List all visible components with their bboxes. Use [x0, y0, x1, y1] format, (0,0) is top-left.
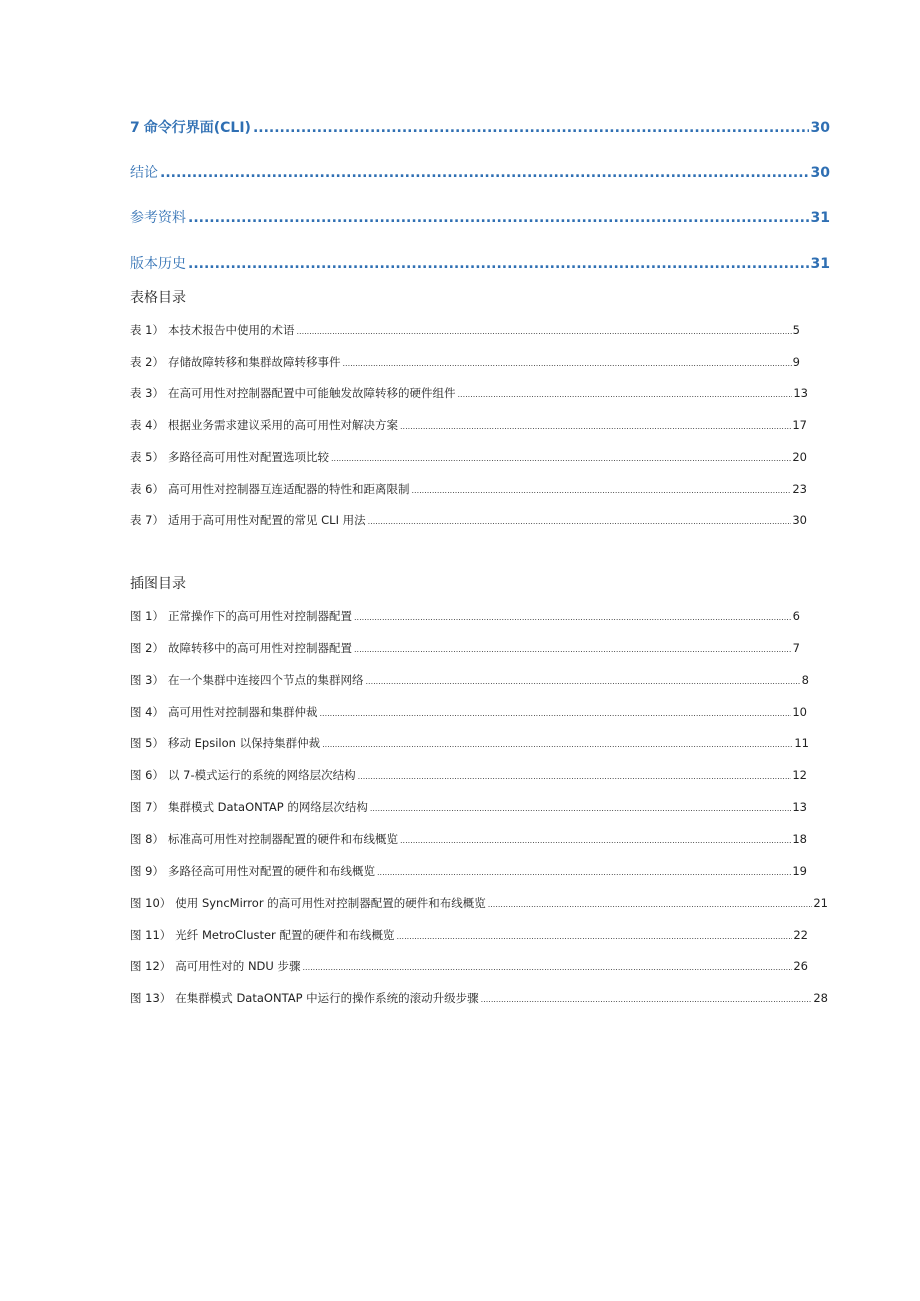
table-entry-page: 20 — [792, 450, 807, 464]
figure-entry-title: 在一个集群中连接四个节点的集群网络 — [167, 673, 364, 687]
figure-entry-label: 图 3） — [130, 673, 164, 687]
toc-entry-references[interactable] — [130, 207, 830, 227]
figure-entry-page: 28 — [813, 991, 828, 1005]
table-entry-title: 多路径高可用性对配置选项比较 — [167, 450, 329, 464]
dot-leader — [160, 165, 809, 181]
figure-entry-page: 11 — [794, 736, 809, 750]
figure-entry-title: 在集群模式 DataONTAP 中运行的操作系统的滚动升级步骤 — [175, 991, 479, 1005]
figure-entry-page: 7 — [792, 641, 800, 655]
figure-entry-page: 6 — [792, 609, 800, 623]
dot-leader — [188, 256, 809, 272]
figure-entry-label: 图 7） — [130, 800, 164, 814]
figure-entry[interactable] — [130, 990, 828, 1006]
figure-entry[interactable] — [130, 799, 807, 815]
table-entry[interactable] — [130, 385, 808, 401]
dot-leader — [358, 772, 792, 781]
table-entry-page: 30 — [792, 513, 807, 527]
figure-entry-page: 10 — [792, 705, 807, 719]
figure-entry-label: 图 6） — [130, 768, 164, 782]
toc-entry-title: 参考资料 — [130, 210, 186, 226]
dot-leader — [354, 645, 792, 654]
dot-leader — [396, 932, 792, 941]
dot-leader — [377, 868, 791, 877]
toc-entry-title: 结论 — [130, 165, 158, 181]
toc-entry-conclusion[interactable] — [130, 162, 830, 182]
toc-entry-version-history[interactable] — [130, 253, 830, 273]
toc-entry-number: 7 — [130, 120, 140, 136]
dot-leader — [411, 486, 791, 495]
table-entry-page: 9 — [792, 355, 800, 369]
figure-entry-title: 光纤 MetroCluster 配置的硬件和布线概览 — [175, 928, 395, 942]
figure-entry-label: 图 10） — [130, 896, 172, 910]
dot-leader — [400, 836, 791, 845]
figure-entry-page: 13 — [792, 800, 807, 814]
dot-leader — [253, 120, 809, 136]
figure-entry-page: 21 — [813, 896, 828, 910]
table-entry[interactable] — [130, 449, 807, 465]
table-entry-title: 在高可用性对控制器配置中可能触发故障转移的硬件组件 — [167, 386, 456, 400]
figure-entry-label: 图 9） — [130, 864, 164, 878]
figure-entry[interactable] — [130, 735, 809, 751]
figure-entry-title: 以 7-模式运行的系统的网络层次结构 — [167, 768, 356, 782]
dot-leader — [296, 327, 791, 336]
figure-entry-page: 19 — [792, 864, 807, 878]
figure-entry-label: 图 11） — [130, 928, 172, 942]
table-entry-label: 表 3） — [130, 386, 164, 400]
toc-entry-title: 版本历史 — [130, 256, 186, 272]
figure-entry-label: 图 1） — [130, 609, 164, 623]
table-entry-title: 存储故障转移和集群故障转移事件 — [167, 355, 341, 369]
table-entry[interactable] — [130, 481, 807, 497]
figure-entry-label: 图 4） — [130, 705, 164, 719]
figure-entry-title: 高可用性对的 NDU 步骤 — [175, 959, 301, 973]
table-entry-title: 适用于高可用性对配置的常见 CLI 用法 — [167, 513, 366, 527]
dot-leader — [331, 454, 791, 463]
table-entry-label: 表 2） — [130, 355, 164, 369]
table-entry-title: 本技术报告中使用的术语 — [167, 323, 295, 337]
dot-leader — [457, 390, 792, 399]
table-entry-title: 高可用性对控制器互连适配器的特性和距离限制 — [167, 482, 410, 496]
dot-leader — [368, 517, 792, 526]
table-entry-title: 根据业务需求建议采用的高可用性对解决方案 — [167, 418, 398, 432]
dot-leader — [319, 709, 791, 718]
table-entry-label: 表 4） — [130, 418, 164, 432]
figure-entry-page: 22 — [793, 928, 808, 942]
table-entry-page: 17 — [792, 418, 807, 432]
table-entry-page: 23 — [792, 482, 807, 496]
dot-leader — [302, 963, 792, 972]
figure-entry[interactable] — [130, 640, 800, 656]
toc-entry-page: 31 — [810, 256, 830, 272]
figure-entry-title: 正常操作下的高可用性对控制器配置 — [167, 609, 352, 623]
figure-entry[interactable] — [130, 704, 807, 720]
toc-entry-page: 31 — [810, 210, 830, 226]
figure-entry[interactable] — [130, 767, 807, 783]
figure-entry-page: 12 — [792, 768, 807, 782]
dot-leader — [322, 740, 793, 749]
figure-entry-label: 图 8） — [130, 832, 164, 846]
dot-leader — [488, 900, 813, 909]
table-entry[interactable] — [130, 322, 800, 338]
figure-entry-label: 图 12） — [130, 959, 172, 973]
figure-entry-title: 使用 SyncMirror 的高可用性对控制器配置的硬件和布线概览 — [175, 896, 486, 910]
figure-entry[interactable] — [130, 831, 807, 847]
figure-entry[interactable] — [130, 608, 800, 624]
dot-leader — [400, 422, 791, 431]
table-entry[interactable] — [130, 354, 800, 370]
dot-leader — [481, 995, 813, 1004]
figure-entry-title: 故障转移中的高可用性对控制器配置 — [167, 641, 352, 655]
dot-leader — [354, 613, 792, 622]
figures-list-heading: 插图目录 — [130, 576, 186, 592]
figure-entry[interactable] — [130, 895, 828, 911]
table-entry[interactable] — [130, 417, 807, 433]
figure-entry[interactable] — [130, 958, 808, 974]
figure-entry-title: 移动 Epsilon 以保持集群仲裁 — [167, 736, 321, 750]
table-entry-page: 5 — [792, 323, 800, 337]
figure-entry[interactable] — [130, 927, 808, 943]
tables-list-heading: 表格目录 — [130, 290, 186, 306]
figure-entry-label: 图 2） — [130, 641, 164, 655]
dot-leader — [188, 210, 809, 226]
table-entry[interactable] — [130, 512, 807, 528]
figure-entry-title: 多路径高可用性对配置的硬件和布线概览 — [167, 864, 375, 878]
toc-entry-title: 命令行界面(CLI) — [143, 120, 251, 136]
figure-entry-title: 标准高可用性对控制器配置的硬件和布线概览 — [167, 832, 398, 846]
figure-entry[interactable] — [130, 672, 809, 688]
toc-entry-cli[interactable] — [130, 117, 830, 137]
toc-entry-page: 30 — [810, 165, 830, 181]
dot-leader — [342, 359, 791, 368]
table-entry-label: 表 6） — [130, 482, 164, 496]
table-entry-label: 表 5） — [130, 450, 164, 464]
table-entry-label: 表 1） — [130, 323, 164, 337]
figure-entry-page: 8 — [801, 673, 809, 687]
table-entry-label: 表 7） — [130, 513, 164, 527]
figure-entry-page: 18 — [792, 832, 807, 846]
dot-leader — [370, 804, 792, 813]
figure-entry-page: 26 — [793, 959, 808, 973]
figure-entry-title: 集群模式 DataONTAP 的网络层次结构 — [167, 800, 368, 814]
figure-entry-title: 高可用性对控制器和集群仲裁 — [167, 705, 318, 719]
toc-entry-page: 30 — [810, 120, 830, 136]
dot-leader — [365, 677, 800, 686]
table-entry-page: 13 — [793, 386, 808, 400]
figure-entry[interactable] — [130, 863, 807, 879]
figure-entry-label: 图 13） — [130, 991, 172, 1005]
figure-entry-label: 图 5） — [130, 736, 164, 750]
